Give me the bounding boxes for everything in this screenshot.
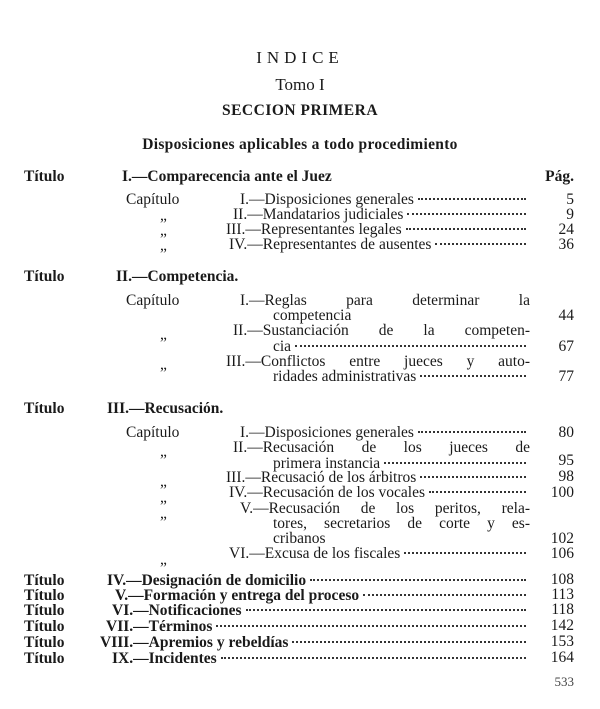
toc-entry: V.—Formación y entrega del proceso (115, 587, 530, 605)
titulo-label: Título (24, 634, 65, 651)
volume-label: Tomo I (275, 75, 325, 94)
page-number: 67 (558, 338, 574, 355)
titulo-label: Título (24, 650, 65, 667)
index-title: INDICE (256, 48, 344, 67)
titulo-2-heading: II.—Competencia. (116, 268, 239, 285)
page-number: 9 (566, 206, 574, 223)
page-number: 5 (566, 191, 574, 208)
titulo-label: Título (24, 587, 65, 604)
page-number: 102 (550, 530, 574, 547)
ditto-mark: „ (160, 443, 167, 460)
titulo-1-heading: I.—Comparecencia ante el Juez (122, 168, 332, 185)
section-title: SECCION PRIMERA (221, 102, 379, 119)
page-number: 80 (558, 424, 574, 441)
titulo-label: Título (24, 572, 65, 589)
titulo-label: Título (24, 168, 65, 185)
toc-entry: I.—Disposiciones generales (240, 191, 530, 209)
titulo-label: Título (24, 602, 65, 619)
titulo-3-heading: III.—Recusación. (107, 400, 224, 417)
page-number: 24 (558, 221, 574, 238)
toc-entry: I.—Disposiciones generales (240, 424, 530, 442)
toc-entry: III.—Recusació de los árbitros (226, 469, 530, 487)
page-number: 118 (551, 601, 574, 618)
page-number: 98 (558, 468, 574, 485)
capitulo-label: Capítulo (126, 424, 180, 441)
toc-entry: VI.—Excusa de los fiscales (229, 545, 530, 563)
pag-header: Pág. (545, 168, 574, 185)
titulo-label: Título (24, 268, 65, 285)
page-number: 100 (550, 484, 574, 501)
ditto-mark: „ (160, 505, 167, 522)
ditto-mark: „ (160, 489, 167, 506)
page-number: 164 (550, 649, 574, 666)
toc-entry: IV.—Designación de domicilio (107, 572, 530, 590)
page-folio: 533 (554, 674, 574, 689)
toc-entry: VI.—Notificaciones (112, 602, 530, 620)
page-number: 77 (558, 368, 574, 385)
ditto-mark: „ (160, 326, 167, 343)
page-number: 142 (550, 617, 574, 634)
page-number: 108 (550, 571, 574, 588)
section-subtitle: Disposiciones aplicables a todo procedimiento (142, 136, 458, 153)
toc-entry-cont: cia (273, 338, 530, 356)
toc-entry: III.—Representantes legales (226, 221, 530, 239)
toc-entry-cont: tores, secretarios de corte y es- (273, 515, 530, 532)
ditto-mark: „ (160, 473, 167, 490)
titulo-label: Título (24, 618, 65, 635)
page-number: 106 (550, 545, 574, 562)
toc-entry: II.—Recusación de los jueces de (233, 439, 530, 456)
toc-entry-cont: primera instancia (273, 455, 530, 473)
page-number: 113 (551, 586, 574, 603)
toc-entry: IV.—Recusación de los vocales (229, 484, 530, 502)
page-number: 153 (550, 633, 574, 650)
toc-entry-cont: competencia (273, 307, 352, 324)
page-number: 95 (558, 452, 574, 469)
capitulo-label: Capítulo (126, 292, 180, 309)
toc-entry: I.—Reglas para determinar la (240, 292, 530, 309)
ditto-mark: „ (160, 551, 167, 568)
toc-entry: III.—Conflictos entre jueces y auto- (226, 353, 530, 370)
capitulo-label: Capítulo (126, 191, 180, 208)
ditto-mark: „ (160, 237, 167, 254)
toc-entry: II.—Sustanciación de la competen- (233, 322, 530, 339)
toc-entry: II.—Mandatarios judiciales (233, 206, 530, 224)
titulo-label: Título (24, 400, 65, 417)
toc-entry: VIII.—Apremios y rebeldías (100, 634, 530, 652)
ditto-mark: „ (160, 207, 167, 224)
toc-entry: VII.—Términos (106, 618, 530, 636)
ditto-mark: „ (160, 222, 167, 239)
page-number: 36 (558, 236, 574, 253)
ditto-mark: „ (160, 356, 167, 373)
toc-entry-cont: ridades administrativas (273, 368, 530, 386)
toc-entry: V.—Recusación de los peritos, rela- (240, 500, 530, 517)
page-number: 44 (558, 307, 574, 324)
toc-entry-cont: cribanos (273, 530, 326, 547)
toc-entry: IX.—Incidentes (112, 650, 530, 668)
toc-entry: IV.—Representantes de ausentes (229, 236, 530, 254)
